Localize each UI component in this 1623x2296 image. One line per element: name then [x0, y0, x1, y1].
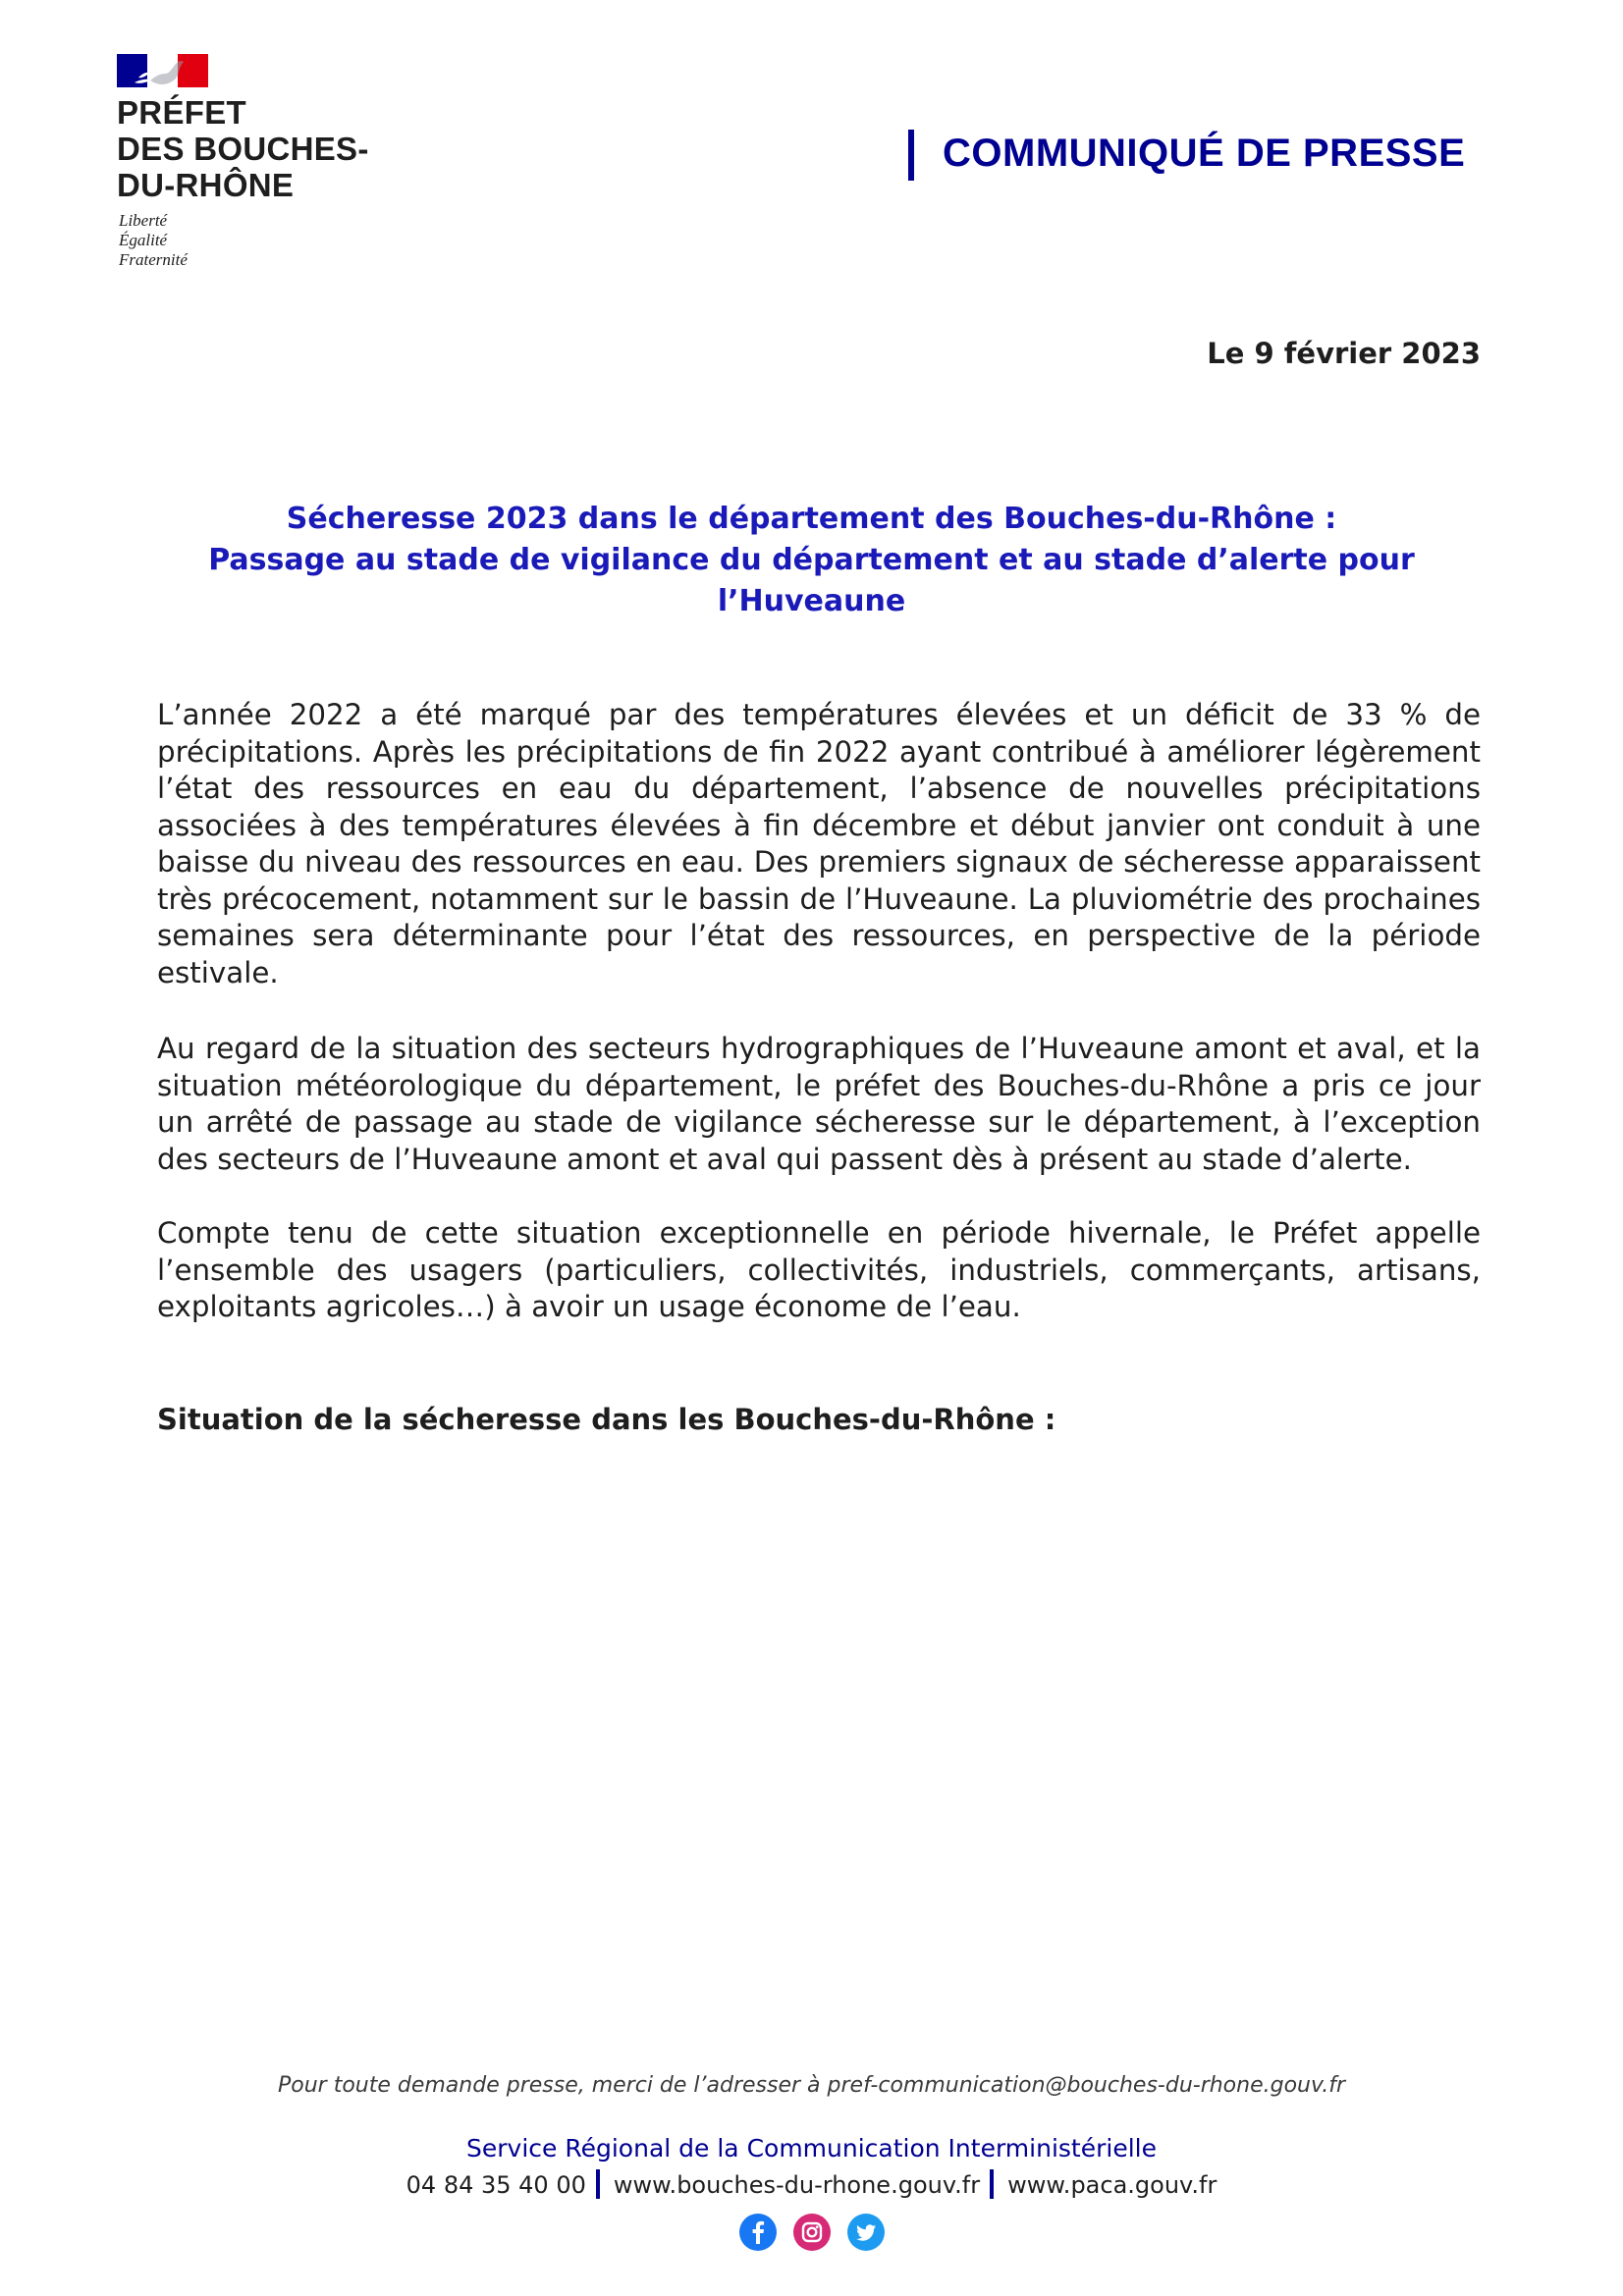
body-paragraph: L’année 2022 a été marqué par des températures élevées et un déficit de 33 % de précipitations. Après les précipitations de fin 2022 ayant contribué à améliorer légèrement l’état des ressources en eau du département, l’absence de nouvelles précipitations associées à des températures élevées à fin décembre et début janvier ont conduit à une baisse du niveau des ressources en eau. Des premiers signaux de sécheresse apparaissent très précocement, notamment sur le bassin de l’Huveaune. La pluviométrie des prochaines semaines sera déterminante pour l’état des ressources, en perspective de la période estivale.: [157, 698, 1481, 989]
twitter-icon[interactable]: [847, 2214, 885, 2251]
prefecture-line: PRÉFET: [117, 94, 246, 131]
separator: [596, 2169, 600, 2199]
prefecture-line: DES BOUCHES-: [117, 131, 369, 167]
phone-number: 04 84 35 40 00: [406, 2171, 586, 2199]
press-release-title: [157, 499, 1466, 622]
title-line: Passage au stade de vigilance du département et au stade d’alerte pour: [208, 543, 1415, 577]
motto-line: Liberté: [119, 211, 168, 230]
title-line: Sécheresse 2023 dans le département des Bouches-du-Rhône :: [286, 502, 1337, 536]
motto-line: Égalité: [119, 231, 168, 249]
prefecture-line: DU-RHÔNE: [117, 167, 295, 203]
contact-email-link[interactable]: pref-communication@bouches-du-rhone.gouv.fr: [827, 2073, 1345, 2098]
marianne-logo: [117, 54, 208, 87]
instagram-icon[interactable]: [793, 2214, 831, 2251]
document-type: COMMUNIQUÉ DE PRESSE: [943, 132, 1466, 175]
title-accent-bar: [908, 130, 914, 181]
title-line: l’Huveaune: [717, 584, 906, 618]
body-paragraph: Au regard de la situation des secteurs hydrographiques de l’Huveaune amont et aval, et la situation météorologique du département, le préfet des Bouches-du-Rhône a pris ce jour un arrêté de passage au stade de vigilance sécheresse sur le département, à l’exception des secteurs de l’Huveaune amont et aval qui passent dès à présent au stade d’alerte.: [157, 1032, 1481, 1176]
motto-line: Fraternité: [119, 250, 188, 269]
facebook-icon[interactable]: [739, 2214, 777, 2251]
body-paragraph: Compte tenu de cette situation exceptionnelle en période hivernale, le Préfet appelle l’ensemble des usagers (particuliers, collectivités, industriels, commerçants, artisans, exploitants agricoles…) à avoir un usage économe de l’eau.: [157, 1216, 1481, 1323]
section-heading: Situation de la sécheresse dans les Bouches-du-Rhône :: [157, 1403, 1056, 1436]
contact-prefix: Pour toute demande presse, merci de l’adresser à: [277, 2073, 828, 2098]
separator: [990, 2169, 994, 2199]
publication-date: Le 9 février 2023: [1207, 337, 1481, 370]
service-name: Service Régional de la Communication Interministérielle: [466, 2134, 1157, 2163]
website-link-paca[interactable]: www.paca.gouv.fr: [1007, 2171, 1217, 2199]
republic-motto: [119, 211, 237, 270]
website-link-prefecture[interactable]: www.bouches-du-rhone.gouv.fr: [613, 2171, 981, 2199]
prefecture-name: [117, 94, 411, 203]
footer-contact-line: [0, 2167, 1623, 2203]
social-links: [0, 2214, 1623, 2257]
press-contact: [0, 2071, 1623, 2101]
